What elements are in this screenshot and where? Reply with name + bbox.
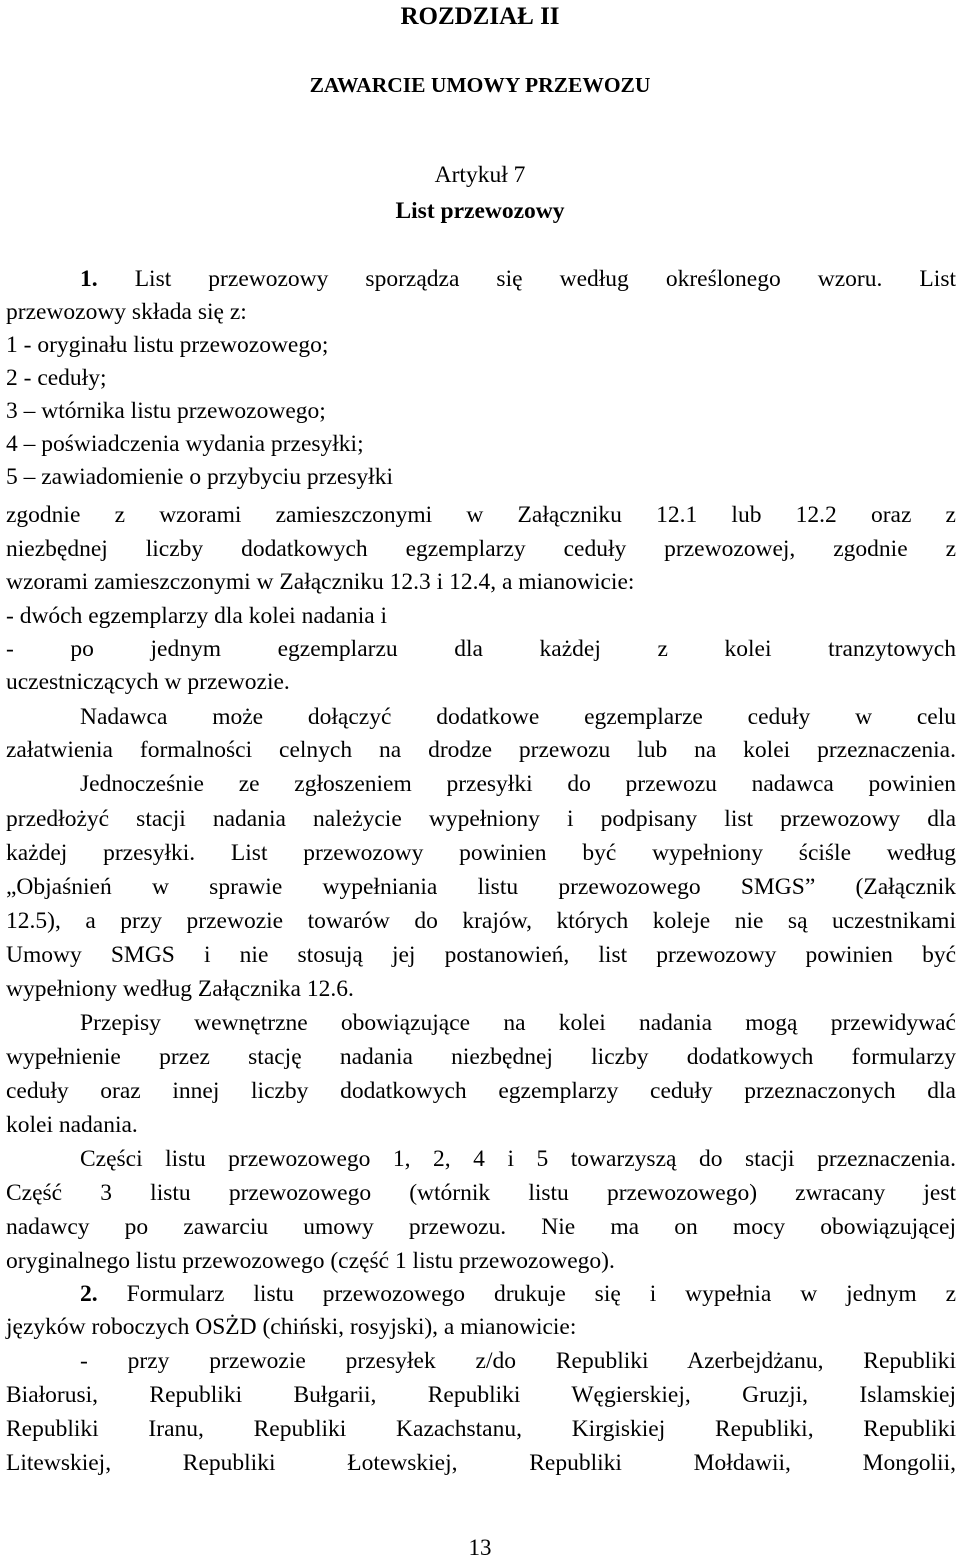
text-line: kolei nadania. [6, 1112, 138, 1138]
text-line: 12.5), a przy przewozie towarów do krajów, których koleje nie są uczestnikami [6, 908, 956, 934]
list-item: 3 – wtórnika listu przewozowego; [6, 398, 326, 424]
text-line: Część 3 listu przewozowego (wtórnik listu przewozowego) zwracany jest [6, 1180, 956, 1206]
text-line: List przewozowy sporządza się według określonego wzoru. List [134, 266, 956, 292]
text-line: Części listu przewozowego 1, 2, 4 i 5 towarzyszą do stacji przeznaczenia. [80, 1146, 956, 1172]
text-line: Umowy SMGS i nie stosują jej postanowień, list przewozowy powinien być [6, 942, 956, 968]
text-line: języków roboczych OSŻD (chiński, rosyjski), a mianowicie: [6, 1314, 577, 1340]
paragraph-2-marker: 2. [80, 1281, 98, 1307]
text-line: zgodnie z wzorami zamieszczonymi w Załączniku 12.1 lub 12.2 oraz z [6, 502, 956, 528]
text-line: przedłożyć stacji nadania należycie wypełniony i podpisany list przewozowy dla [6, 806, 956, 832]
list-item: - dwóch egzemplarzy dla kolei nadania i [6, 603, 388, 629]
paragraph-1-marker: 1. [80, 266, 98, 292]
article-title: List przewozowy [395, 198, 565, 224]
text-line: oryginalnego listu przewozowego (część 1 listu przewozowego). [6, 1248, 615, 1274]
text-line: Przepisy wewnętrzne obowiązujące na kolei nadania mogą przewidywać [80, 1010, 956, 1036]
text-line: Nadawca może dołączyć dodatkowe egzemplarze ceduły w celu [80, 704, 956, 730]
text-line: Formularz listu przewozowego drukuje się i wypełnia w jednym z [126, 1281, 957, 1307]
chapter-heading: ROZDZIAŁ II [400, 3, 560, 30]
text-line: wzorami zamieszczonymi w Załączniku 12.3 i 12.4, a mianowicie: [6, 569, 635, 595]
chapter-title: ZAWARCIE UMOWY PRZEWOZU [309, 73, 651, 97]
text-line: wypełnienie przez stację nadania niezbędnej liczby dodatkowych formularzy [6, 1044, 956, 1070]
text-line: nadawcy po zawarciu umowy przewozu. Nie ma on mocy obowiązującej [6, 1214, 956, 1240]
text-line: niezbędnej liczby dodatkowych egzemplarzy ceduły przewozowej, zgodnie z [6, 536, 956, 562]
text-line: ceduły oraz innej liczby dodatkowych egzemplarzy ceduły przeznaczonych dla [6, 1078, 956, 1104]
page-number: 13 [468, 1535, 492, 1560]
text-line: „Objaśnień w sprawie wypełniania listu przewozowego SMGS” (Załącznik [6, 874, 956, 900]
text-line: załatwienia formalności celnych na drodze przewozu lub na kolei przeznaczenia. [6, 737, 956, 763]
list-item: 2 - ceduły; [6, 365, 107, 391]
list-item: - przy przewozie przesyłek z/do Republiki Azerbejdżanu, Republiki [80, 1348, 956, 1374]
text-line: Litewskiej, Republiki Łotewskiej, Republiki Mołdawii, Mongolii, [6, 1450, 956, 1476]
article-number: Artykuł 7 [434, 162, 526, 188]
list-item: - po jednym egzemplarzu dla każdej z kolei tranzytowych [6, 636, 956, 662]
paragraph-2-first-line [80, 1279, 956, 1309]
text-line: każdej przesyłki. List przewozowy powinien być wypełniony ściśle według [6, 840, 956, 866]
text-line: Jednocześnie ze zgłoszeniem przesyłki do przewozu nadawca powinien [80, 771, 956, 797]
list-item: 1 - oryginału listu przewozowego; [6, 332, 329, 358]
text-line: Republiki Iranu, Republiki Kazachstanu, Kirgiskiej Republiki, Republiki [6, 1416, 956, 1442]
list-item: 5 – zawiadomienie o przybyciu przesyłki [6, 464, 393, 490]
list-item: 4 – poświadczenia wydania przesyłki; [6, 431, 364, 457]
text-line: Białorusi, Republiki Bułgarii, Republiki Węgierskiej, Gruzji, Islamskiej [6, 1382, 956, 1408]
paragraph-1-first-line [80, 264, 956, 294]
text-line: uczestniczących w przewozie. [6, 669, 290, 695]
text-line: przewozowy składa się z: [6, 299, 247, 325]
text-line: wypełniony według Załącznika 12.6. [6, 976, 354, 1002]
